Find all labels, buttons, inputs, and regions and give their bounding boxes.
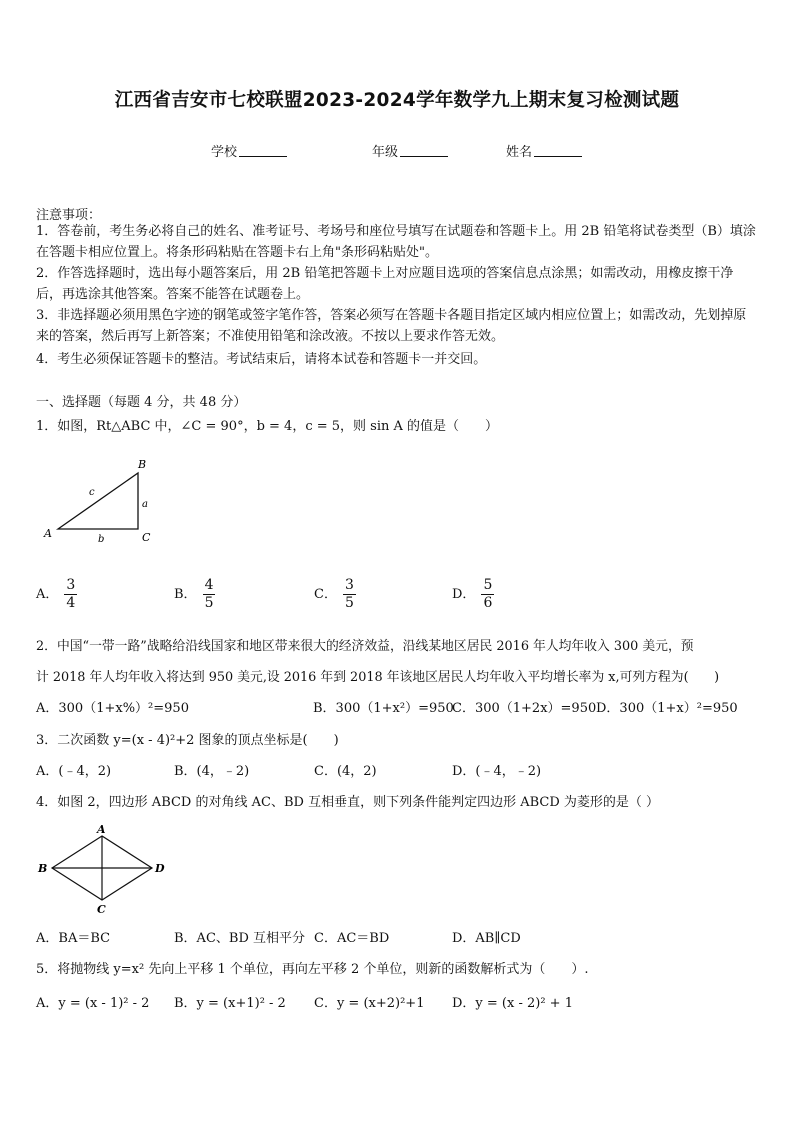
right-triangle-figure	[40, 455, 160, 545]
q5-option-c: C．y = (x+2)²+1	[314, 996, 425, 1011]
school-label: 学校	[211, 145, 238, 160]
section-heading: 一、选择题（每题 4 分，共 48 分）	[36, 395, 247, 410]
q3-stem: 3．二次函数 y=(x - 4)²+2 图象的顶点坐标是( )	[36, 733, 339, 748]
grade-blank	[400, 144, 448, 157]
vertex-c-label: C	[97, 903, 106, 916]
q2-option-a: A．300（1+x%）²=950	[36, 701, 189, 716]
q5-option-b: B．y = (x+1)² - 2	[174, 996, 286, 1011]
q4-option-a: A．BA＝BC	[36, 931, 111, 946]
grade-label: 年级	[372, 145, 399, 160]
q4-option-c: C．AC＝BD	[314, 931, 390, 946]
school-field	[211, 141, 287, 160]
name-label: 姓名	[506, 145, 533, 160]
q4-option-b: B．AC、BD 互相平分	[174, 931, 305, 946]
q3-option-b: B．(4，﹣2)	[174, 764, 250, 779]
school-blank	[239, 144, 287, 157]
q1-option-d: D． $\frac{5}{6}$	[452, 577, 493, 611]
q3-option-a: A．(﹣4，2)	[36, 764, 112, 779]
grade-field	[372, 141, 448, 160]
exam-title: 江西省吉安市七校联盟2023-2024学年数学九上期末复习检测试题	[114, 90, 680, 111]
q2-stem-line1: 2．中国“一带一路”战略给沿线国家和地区带来很大的经济效益，沿线某地区居民 2016 年人均年收入 300 美元，预	[36, 639, 694, 654]
vertex-a-label: A	[44, 527, 52, 540]
q4-option-d: D．AB∥CD	[452, 931, 521, 946]
q2-option-b: B．300（1+x²）=950	[313, 701, 454, 716]
note-1: 1．答卷前，考生务必将自己的姓名、准考证号、考场号和座位号填写在试题卷和答题卡上。用 2B 铅笔将试卷类型（B）填涂在答题卡相应位置上。将条形码粘贴在答题卡右上角"条形码粘贴处"。	[36, 224, 756, 260]
triangle-shape	[58, 473, 138, 529]
q1-option-c: C． $\frac{3}{5}$	[314, 577, 354, 611]
q5-stem: 5．将抛物线 y=x² 先向上平移 1 个单位，再向左平移 2 个单位，则新的函数解析式为（ ）.	[36, 962, 589, 977]
q3-option-c: C．(4，2)	[314, 764, 377, 779]
vertex-d-label: D	[155, 862, 165, 875]
note-2: 2．作答选择题时，选出每小题答案后，用 2B 铅笔把答题卡上对应题目选项的答案信息点涂黑；如需改动，用橡皮擦干净后，再选涂其他答案。答案不能答在试题卷上。	[36, 266, 734, 302]
side-b-label: b	[98, 534, 105, 545]
side-a-label: a	[142, 499, 148, 510]
vertex-c-label: C	[142, 531, 151, 544]
q1-stem: 1．如图，Rt△ABC 中，∠C = 90°，b = 4，c = 5，则 sin A 的值是（ ）	[36, 419, 499, 434]
q5-option-a: A．y = (x - 1)² - 2	[36, 996, 150, 1011]
name-field	[506, 141, 582, 160]
rhombus-figure	[36, 822, 176, 916]
q4-stem: 4．如图 2，四边形 ABCD 的对角线 AC、BD 互相垂直，则下列条件能判定四边形 ABCD 为菱形的是（ ）	[36, 795, 660, 810]
q2-stem-line2: 计 2018 年人均年收入将达到 950 美元,设 2016 年到 2018 年该地区居民人均年收入平均增长率为 x,可列方程为( )	[36, 670, 720, 685]
q5-option-d: D．y = (x - 2)² + 1	[452, 996, 573, 1011]
q2-option-c: C．300（1+2x）=950	[452, 701, 597, 716]
vertex-a-label: A	[97, 823, 106, 836]
side-c-label: c	[89, 487, 95, 498]
name-blank	[534, 144, 582, 157]
vertex-b-label: B	[138, 458, 147, 471]
q2-option-d: D．300（1+x）²=950	[596, 701, 738, 716]
q1-option-a: A． $\frac{3}{4}$	[36, 577, 76, 611]
vertex-b-label: B	[38, 862, 48, 875]
note-3: 3．非选择题必须用黑色字迹的钢笔或签字笔作答，答案必须写在答题卡各题目指定区域内相应位置上；如需改动，先划掉原来的答案，然后再写上新答案；不准使用铅笔和涂改液。不按以上要求作答无效。	[36, 308, 747, 344]
q1-option-b: B． $\frac{4}{5}$	[174, 577, 214, 611]
notes-heading: 注意事项：	[36, 208, 102, 223]
q3-option-d: D．(﹣4，﹣2)	[452, 764, 542, 779]
note-4: 4．考生必须保证答题卡的整洁。考试结束后，请将本试卷和答题卡一并交回。	[36, 352, 487, 367]
